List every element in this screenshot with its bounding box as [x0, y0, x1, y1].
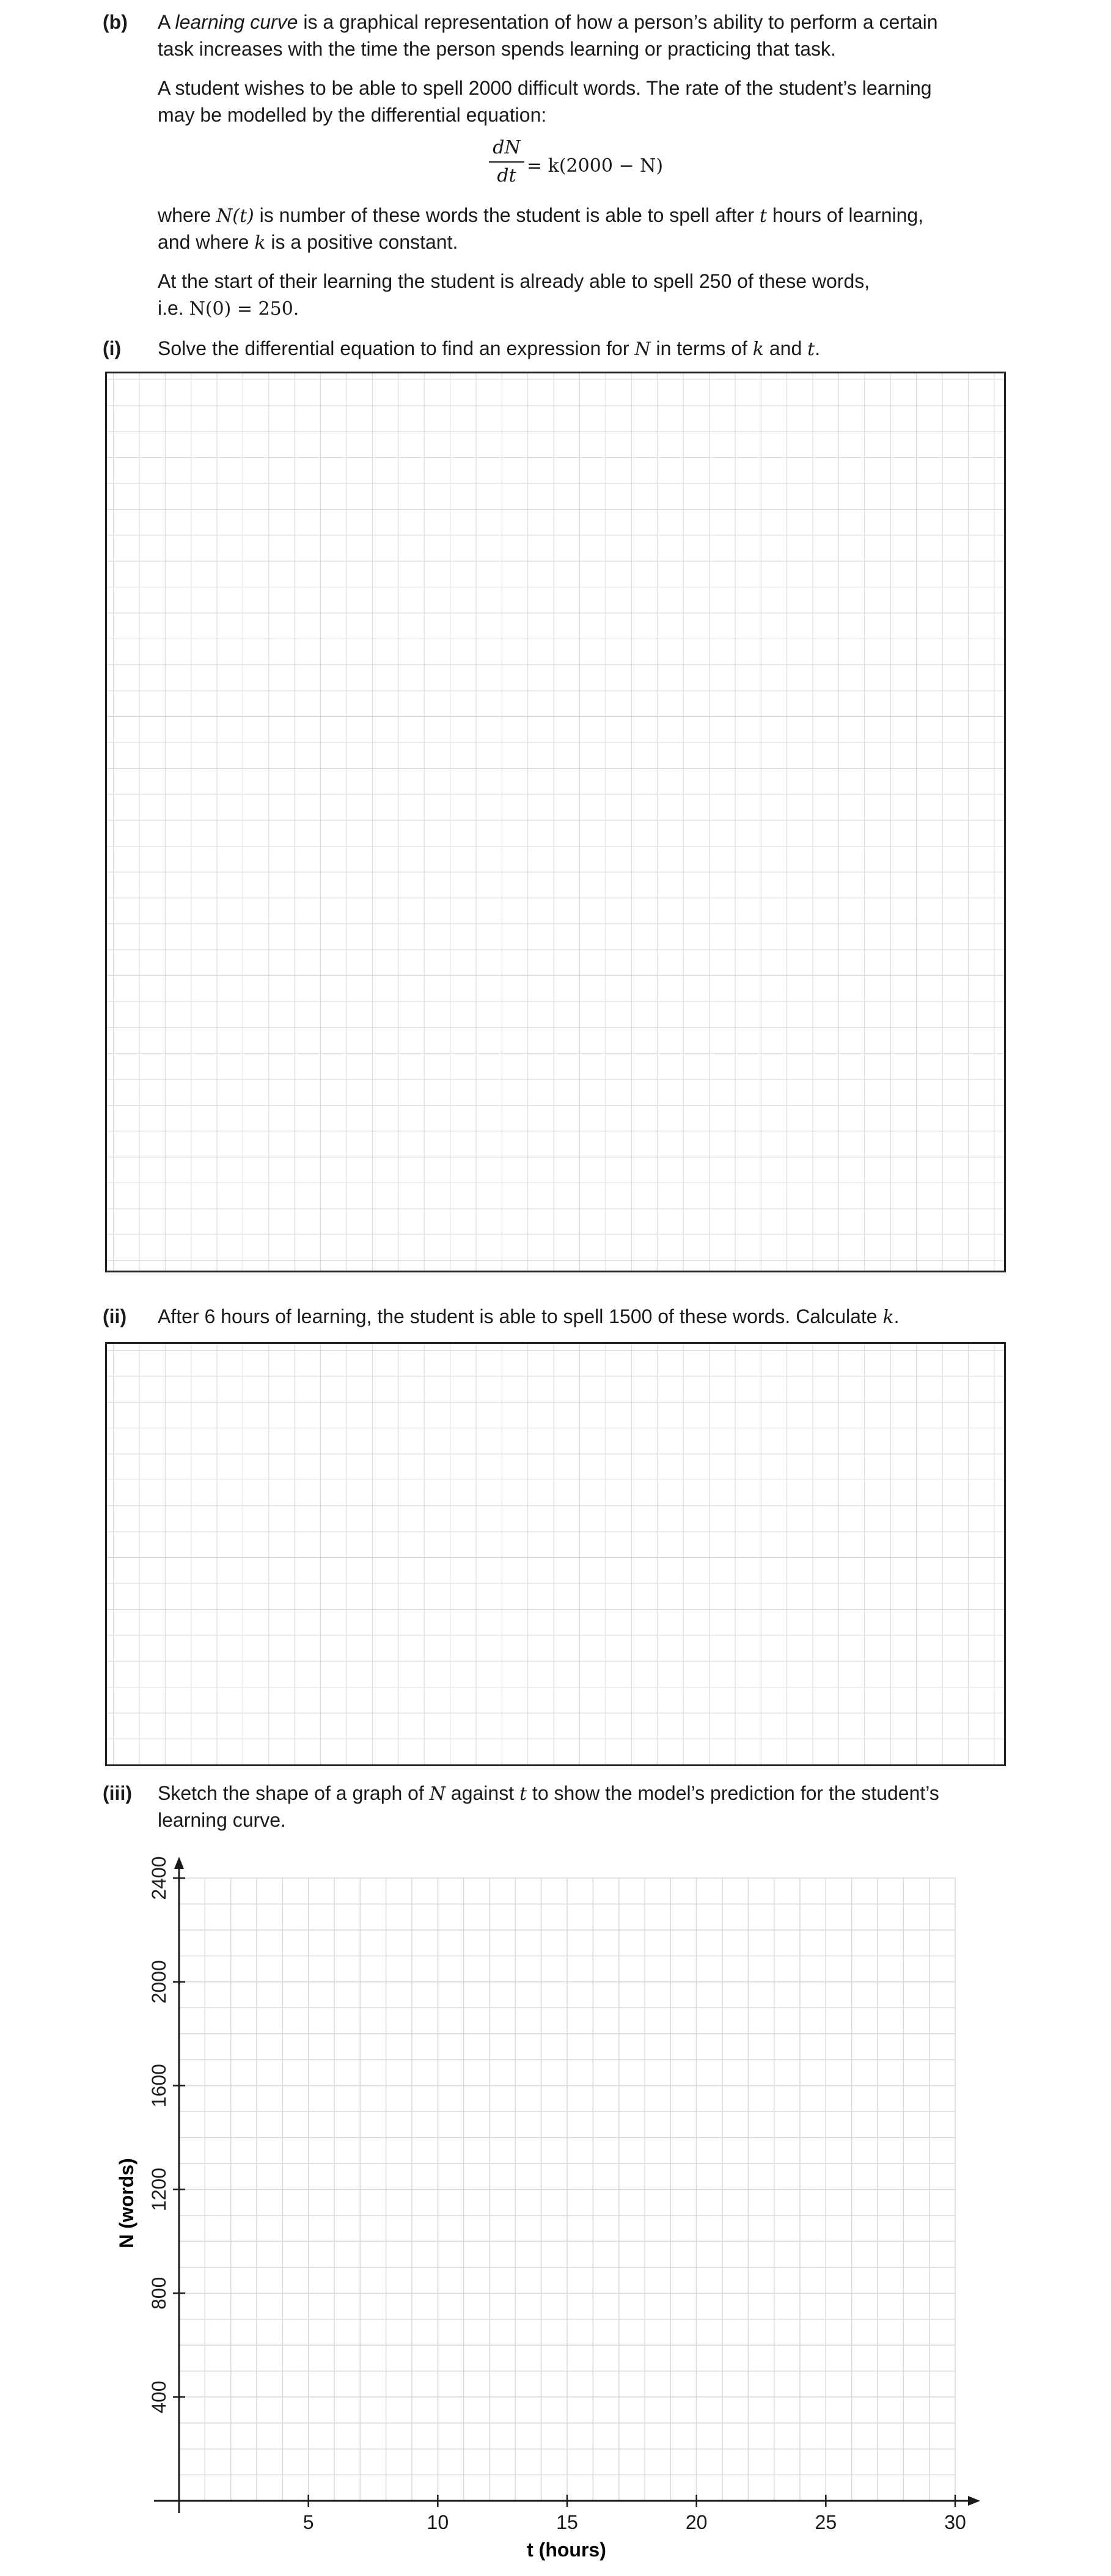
math-t: t — [807, 339, 815, 360]
x-tick-label: 20 — [685, 2511, 708, 2533]
y-tick-label: 1600 — [148, 2064, 170, 2108]
start-line-2 — [158, 295, 299, 323]
where-line-2 — [158, 229, 458, 257]
math-N: N — [429, 1783, 446, 1805]
y-tick-label: 400 — [148, 2380, 170, 2413]
text: i.e. — [158, 297, 189, 319]
math-t: t — [519, 1783, 527, 1805]
question-iii-text-1 — [158, 1780, 939, 1808]
fraction-bar — [489, 161, 524, 163]
text: and where — [158, 231, 255, 253]
text: Solve the differential equation to find an expression for — [158, 337, 635, 359]
math-t: t — [759, 205, 767, 227]
math-k: k — [882, 1307, 894, 1328]
y-tick-label: 1200 — [148, 2167, 170, 2212]
text: is number of these words the student is able to spell after — [254, 204, 760, 226]
intro-emphasis: learning curve — [175, 11, 298, 33]
graph-ticks — [148, 1856, 966, 2533]
sketch-graph[interactable] — [0, 1833, 1111, 2576]
text: where — [158, 204, 217, 226]
x-axis-arrow — [968, 2496, 980, 2506]
y-tick-label: 800 — [148, 2277, 170, 2310]
intro-text: is a graphical representation of how a person’s ability to perform a certain — [298, 11, 938, 33]
graph-grid — [179, 1878, 955, 2501]
part-b-label: (b) — [103, 11, 128, 33]
math-initial-condition: N(0) = 250. — [189, 298, 299, 320]
text: in terms of — [650, 337, 753, 359]
x-axis-label: t (hours) — [527, 2539, 606, 2561]
equation-rhs: = k(2000 − N) — [527, 155, 664, 177]
y-tick-label: 2000 — [148, 1960, 170, 2004]
question-i-label: (i) — [103, 337, 122, 359]
y-tick-label: 2400 — [148, 1856, 170, 1900]
text: to show the model’s prediction for the student’s — [527, 1782, 939, 1804]
text: and — [763, 337, 808, 359]
text: is a positive constant. — [265, 231, 458, 253]
x-tick-label: 5 — [302, 2511, 314, 2533]
text: . — [815, 337, 821, 359]
math-N-of-t: N(t) — [216, 205, 254, 227]
answer-box-i[interactable] — [105, 372, 1006, 1272]
answer-box-ii[interactable] — [105, 1342, 1006, 1766]
where-line-1 — [158, 202, 923, 230]
question-i-text — [158, 335, 820, 363]
equation-fraction — [489, 136, 524, 188]
question-iii-text-2: learning curve. — [158, 1809, 286, 1831]
math-k: k — [752, 339, 764, 360]
math-k: k — [254, 232, 266, 254]
intro-line-4: may be modelled by the differential equation: — [158, 104, 547, 126]
x-tick-label: 30 — [944, 2511, 966, 2533]
text: . — [893, 1305, 900, 1327]
intro-line-1 — [158, 9, 938, 35]
intro-line-2: task increases with the time the person spends learning or practicing that task. — [158, 38, 836, 60]
x-tick-label: 25 — [815, 2511, 837, 2533]
question-ii-text — [158, 1303, 900, 1331]
text: against — [446, 1782, 519, 1804]
equation-denominator: dt — [497, 165, 516, 186]
intro-text: A — [158, 11, 175, 33]
start-line-1: At the start of their learning the student is already able to spell 250 of these words, — [158, 270, 870, 292]
x-tick-label: 10 — [427, 2511, 449, 2533]
y-axis-arrow — [174, 1857, 184, 1869]
y-axis-label: N (words) — [116, 2158, 138, 2248]
equation-numerator: dN — [493, 137, 521, 158]
question-iii-label: (iii) — [103, 1782, 132, 1804]
math-N: N — [634, 339, 651, 360]
text: Sketch the shape of a graph of — [158, 1782, 430, 1804]
intro-line-3: A student wishes to be able to spell 2000 difficult words. The rate of the student’s learning — [158, 77, 932, 99]
text: hours of learning, — [766, 204, 924, 226]
x-tick-label: 15 — [556, 2511, 578, 2533]
question-ii-label: (ii) — [103, 1305, 127, 1327]
text: After 6 hours of learning, the student is able to spell 1500 of these words. Calculate — [158, 1305, 883, 1327]
